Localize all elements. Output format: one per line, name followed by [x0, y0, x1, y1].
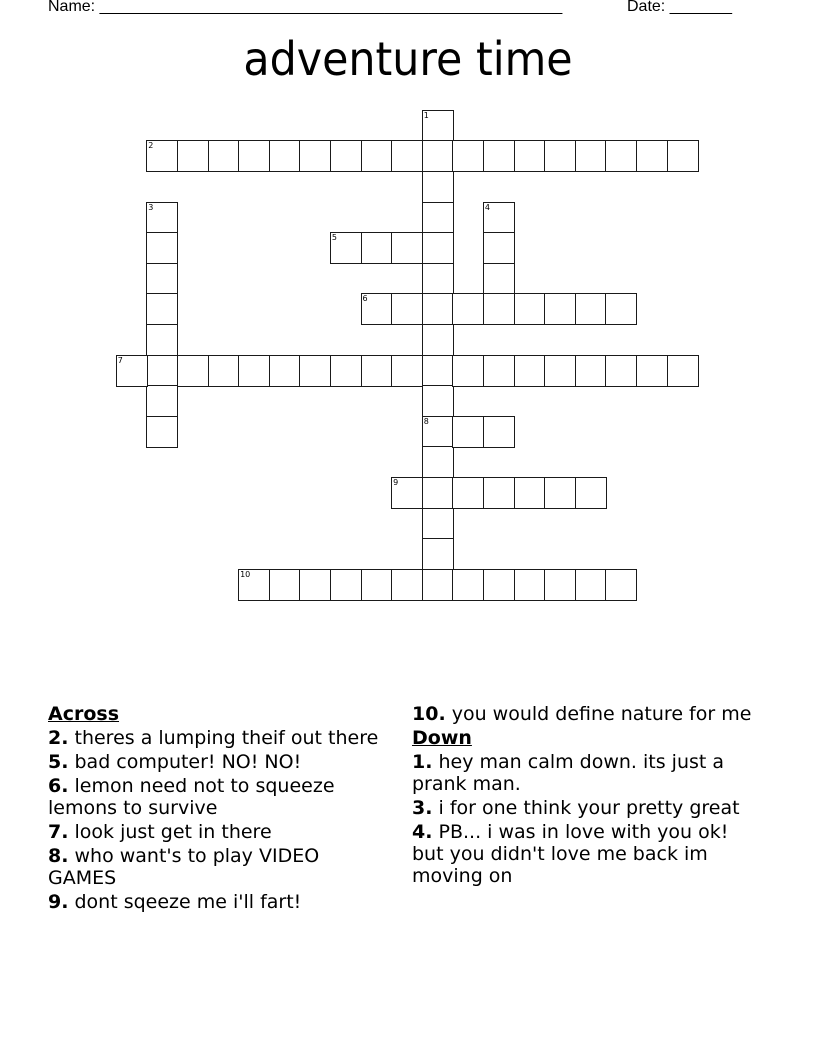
- crossword-cell[interactable]: [361, 569, 393, 601]
- crossword-cell[interactable]: [514, 140, 546, 172]
- clue-across-5: [48, 751, 383, 773]
- crossword-cell[interactable]: [514, 569, 546, 601]
- cell-letter-input[interactable]: [606, 141, 636, 171]
- clue-number: 2.: [48, 727, 69, 749]
- crossword-cell[interactable]: [483, 140, 515, 172]
- cell-number-label: 1: [423, 110, 429, 120]
- crossword-cell[interactable]: [605, 293, 637, 325]
- cell-letter-input[interactable]: [147, 325, 177, 355]
- cell-letter-input[interactable]: [545, 478, 575, 508]
- crossword-cell[interactable]: [299, 569, 331, 601]
- crossword-cell[interactable]: [422, 202, 454, 234]
- cell-letter-input[interactable]: [515, 294, 545, 324]
- crossword-cell[interactable]: [330, 140, 362, 172]
- crossword-cell[interactable]: [483, 293, 515, 325]
- cell-letter-input[interactable]: [362, 141, 392, 171]
- crossword-cell[interactable]: [483, 202, 515, 234]
- crossword-cell[interactable]: [238, 355, 270, 387]
- crossword-cell[interactable]: [636, 355, 668, 387]
- crossword-cell[interactable]: [452, 477, 484, 509]
- cell-letter-input[interactable]: [209, 141, 239, 171]
- clue-down-4: [412, 821, 757, 887]
- cell-letter-input[interactable]: [392, 356, 422, 386]
- crossword-cell[interactable]: [422, 232, 454, 264]
- cell-letter-input[interactable]: [515, 570, 545, 600]
- clue-number: 6.: [48, 775, 69, 797]
- crossword-cell[interactable]: [391, 569, 423, 601]
- cell-letter-input[interactable]: [147, 386, 177, 416]
- cell-letter-input[interactable]: [147, 141, 177, 171]
- crossword-cell[interactable]: [361, 293, 393, 325]
- cell-letter-input[interactable]: [270, 356, 300, 386]
- cell-letter-input[interactable]: [392, 294, 422, 324]
- crossword-cell[interactable]: [636, 140, 668, 172]
- cell-letter-input[interactable]: [423, 509, 453, 539]
- crossword-cell[interactable]: [422, 140, 454, 172]
- crossword-cell[interactable]: [116, 355, 148, 387]
- cell-letter-input[interactable]: [668, 356, 698, 386]
- date-field-label: Date: _______: [627, 0, 732, 15]
- cell-letter-input[interactable]: [423, 386, 453, 416]
- cell-letter-input[interactable]: [453, 570, 483, 600]
- cell-letter-input[interactable]: [423, 539, 453, 569]
- cell-letter-input[interactable]: [453, 141, 483, 171]
- clue-text: hey man calm down. its just a prank man.: [412, 751, 725, 795]
- cell-letter-input[interactable]: [239, 356, 269, 386]
- crossword-cell[interactable]: [483, 477, 515, 509]
- crossword-cell[interactable]: [452, 416, 484, 448]
- cell-letter-input[interactable]: [147, 203, 177, 233]
- cell-letter-input[interactable]: [453, 294, 483, 324]
- crossword-cell[interactable]: [422, 477, 454, 509]
- clue-text: look just get in there: [74, 821, 272, 843]
- cell-letter-input[interactable]: [545, 141, 575, 171]
- crossword-cell[interactable]: [575, 293, 607, 325]
- cell-letter-input[interactable]: [606, 570, 636, 600]
- crossword-cell[interactable]: [575, 477, 607, 509]
- cell-letter-input[interactable]: [545, 294, 575, 324]
- cell-letter-input[interactable]: [392, 478, 422, 508]
- clue-text: you would define nature for me: [451, 703, 752, 725]
- clue-down-3: [412, 797, 757, 819]
- cell-letter-input[interactable]: [423, 417, 453, 447]
- cell-letter-input[interactable]: [576, 570, 606, 600]
- crossword-cell[interactable]: [361, 355, 393, 387]
- cell-letter-input[interactable]: [545, 356, 575, 386]
- cell-letter-input[interactable]: [423, 111, 453, 141]
- clues-left-column: [48, 703, 383, 915]
- crossword-cell[interactable]: [422, 293, 454, 325]
- crossword-cell[interactable]: [146, 140, 178, 172]
- cell-letter-input[interactable]: [147, 356, 177, 386]
- crossword-cell[interactable]: [605, 569, 637, 601]
- crossword-cell[interactable]: [544, 569, 576, 601]
- cell-letter-input[interactable]: [147, 264, 177, 294]
- cell-letter-input[interactable]: [423, 141, 453, 171]
- crossword-cell[interactable]: [667, 140, 699, 172]
- crossword-cell[interactable]: [575, 569, 607, 601]
- cell-letter-input[interactable]: [606, 294, 636, 324]
- crossword-cell[interactable]: [391, 140, 423, 172]
- crossword-cell[interactable]: [177, 355, 209, 387]
- cell-number-label: 4: [484, 202, 490, 212]
- cell-letter-input[interactable]: [147, 294, 177, 324]
- crossword-cell[interactable]: [605, 355, 637, 387]
- crossword-cell[interactable]: [422, 385, 454, 417]
- cell-letter-input[interactable]: [423, 570, 453, 600]
- cell-number-label: 7: [117, 355, 123, 365]
- crossword-cell[interactable]: [452, 293, 484, 325]
- crossword-cell[interactable]: [330, 569, 362, 601]
- cell-letter-input[interactable]: [484, 141, 514, 171]
- clue-number: 3.: [412, 797, 433, 819]
- cell-letter-input[interactable]: [484, 356, 514, 386]
- crossword-cell[interactable]: [177, 140, 209, 172]
- crossword-cell[interactable]: [422, 446, 454, 478]
- cell-letter-input[interactable]: [515, 356, 545, 386]
- clue-number: 4.: [412, 821, 433, 843]
- crossword-cell[interactable]: [452, 140, 484, 172]
- cell-letter-input[interactable]: [576, 141, 606, 171]
- cell-letter-input[interactable]: [147, 417, 177, 447]
- crossword-cell[interactable]: [391, 355, 423, 387]
- cell-letter-input[interactable]: [300, 570, 330, 600]
- cell-number-label: 5: [331, 233, 337, 243]
- crossword-cell[interactable]: [452, 355, 484, 387]
- crossword-cell[interactable]: [575, 140, 607, 172]
- clue-text: theres a lumping theif out there: [74, 727, 379, 749]
- crossword-cell[interactable]: [146, 385, 178, 417]
- crossword-cell[interactable]: [146, 232, 178, 264]
- cell-letter-input[interactable]: [423, 264, 453, 294]
- cell-letter-input[interactable]: [484, 233, 514, 263]
- crossword-cell[interactable]: [146, 416, 178, 448]
- crossword-cell[interactable]: [575, 355, 607, 387]
- crossword-cell[interactable]: [483, 416, 515, 448]
- cell-letter-input[interactable]: [423, 447, 453, 477]
- crossword-cell[interactable]: [422, 416, 454, 448]
- clue-text: PB... i was in love with you ok! but you didn't love me back im moving on: [412, 821, 729, 887]
- cell-letter-input[interactable]: [423, 233, 453, 263]
- crossword-cell[interactable]: [422, 538, 454, 570]
- cell-letter-input[interactable]: [484, 417, 514, 447]
- crossword-cell[interactable]: [330, 232, 362, 264]
- cell-number-label: 10: [240, 569, 251, 579]
- crossword-cell[interactable]: [483, 569, 515, 601]
- cell-letter-input[interactable]: [331, 356, 361, 386]
- cell-letter-input[interactable]: [484, 264, 514, 294]
- crossword-cell[interactable]: [146, 324, 178, 356]
- cell-letter-input[interactable]: [270, 141, 300, 171]
- cell-letter-input[interactable]: [668, 141, 698, 171]
- crossword-cell[interactable]: [422, 569, 454, 601]
- crossword-cell[interactable]: [514, 355, 546, 387]
- crossword-cell[interactable]: [146, 293, 178, 325]
- crossword-cell[interactable]: [391, 477, 423, 509]
- cell-letter-input[interactable]: [576, 294, 606, 324]
- name-field-label: Name: ____________________________________________________: [48, 0, 563, 15]
- cell-letter-input[interactable]: [300, 356, 330, 386]
- crossword-cell[interactable]: [269, 140, 301, 172]
- clue-down-1: [412, 751, 757, 795]
- cell-letter-input[interactable]: [392, 233, 422, 263]
- cell-letter-input[interactable]: [331, 233, 361, 263]
- crossword-cell[interactable]: [146, 263, 178, 295]
- cell-letter-input[interactable]: [423, 356, 453, 386]
- clue-across-8: [48, 845, 383, 889]
- cell-letter-input[interactable]: [484, 478, 514, 508]
- crossword-cell[interactable]: [544, 140, 576, 172]
- cell-number-label: 3: [148, 202, 154, 212]
- clue-text: i for one think your pretty great: [438, 797, 740, 819]
- cell-letter-input[interactable]: [209, 356, 239, 386]
- cell-letter-input[interactable]: [484, 570, 514, 600]
- across-heading: Across: [48, 703, 120, 725]
- crossword-cell[interactable]: [299, 140, 331, 172]
- clue-text: lemon need not to squeeze lemons to survive: [48, 775, 335, 819]
- cell-letter-input[interactable]: [453, 478, 483, 508]
- clue-across-6: [48, 775, 383, 819]
- puzzle-title: adventure time: [243, 32, 573, 86]
- cell-letter-input[interactable]: [484, 294, 514, 324]
- cell-letter-input[interactable]: [423, 294, 453, 324]
- crossword-cell[interactable]: [483, 232, 515, 264]
- cell-letter-input[interactable]: [362, 356, 392, 386]
- clue-number: 5.: [48, 751, 69, 773]
- clue-number: 9.: [48, 891, 69, 913]
- crossword-cell[interactable]: [544, 293, 576, 325]
- crossword-cell[interactable]: [208, 140, 240, 172]
- clue-across-10: [412, 703, 757, 725]
- cell-letter-input[interactable]: [484, 203, 514, 233]
- cell-letter-input[interactable]: [515, 478, 545, 508]
- cell-letter-input[interactable]: [576, 478, 606, 508]
- crossword-cell[interactable]: [146, 355, 178, 387]
- cell-letter-input[interactable]: [362, 570, 392, 600]
- cell-letter-input[interactable]: [545, 570, 575, 600]
- cell-number-label: 9: [393, 477, 399, 487]
- cell-letter-input[interactable]: [423, 172, 453, 202]
- cell-letter-input[interactable]: [239, 570, 269, 600]
- cell-letter-input[interactable]: [300, 141, 330, 171]
- cell-letter-input[interactable]: [576, 356, 606, 386]
- crossword-cell[interactable]: [667, 355, 699, 387]
- crossword-cell[interactable]: [208, 355, 240, 387]
- crossword-cell[interactable]: [452, 569, 484, 601]
- crossword-cell[interactable]: [269, 355, 301, 387]
- clue-across-2: [48, 727, 383, 749]
- cell-letter-input[interactable]: [270, 570, 300, 600]
- clue-number: 8.: [48, 845, 69, 867]
- down-heading: Down: [412, 727, 472, 749]
- crossword-cell[interactable]: [330, 355, 362, 387]
- cell-letter-input[interactable]: [147, 233, 177, 263]
- crossword-cell[interactable]: [514, 477, 546, 509]
- cell-letter-input[interactable]: [392, 141, 422, 171]
- cell-letter-input[interactable]: [392, 570, 422, 600]
- cell-letter-input[interactable]: [117, 356, 147, 386]
- clue-text: bad computer! NO! NO!: [74, 751, 302, 773]
- cell-letter-input[interactable]: [362, 233, 392, 263]
- crossword-cell[interactable]: [391, 232, 423, 264]
- clue-text: who want's to play VIDEO GAMES: [48, 845, 320, 889]
- cell-letter-input[interactable]: [423, 325, 453, 355]
- crossword-cell[interactable]: [422, 508, 454, 540]
- cell-letter-input[interactable]: [178, 141, 208, 171]
- cell-letter-input[interactable]: [515, 141, 545, 171]
- clue-number: 7.: [48, 821, 69, 843]
- crossword-cell[interactable]: [483, 263, 515, 295]
- clue-across-9: [48, 891, 383, 913]
- crossword-cell[interactable]: [269, 569, 301, 601]
- cell-letter-input[interactable]: [453, 356, 483, 386]
- cell-letter-input[interactable]: [362, 294, 392, 324]
- cell-letter-input[interactable]: [423, 478, 453, 508]
- clue-text: dont sqeeze me i'll fart!: [74, 891, 302, 913]
- crossword-cell[interactable]: [544, 477, 576, 509]
- crossword-cell[interactable]: [422, 355, 454, 387]
- cell-number-label: 8: [423, 416, 429, 426]
- cell-number-label: 2: [148, 141, 154, 151]
- clue-number: 10.: [412, 703, 446, 725]
- crossword-cell[interactable]: [299, 355, 331, 387]
- crossword-cell[interactable]: [605, 140, 637, 172]
- crossword-cell[interactable]: [483, 355, 515, 387]
- cell-letter-input[interactable]: [606, 356, 636, 386]
- cell-number-label: 6: [362, 294, 368, 304]
- crossword-cell[interactable]: [422, 324, 454, 356]
- crossword-cell[interactable]: [146, 202, 178, 234]
- cell-letter-input[interactable]: [331, 141, 361, 171]
- cell-letter-input[interactable]: [331, 570, 361, 600]
- cell-letter-input[interactable]: [637, 141, 667, 171]
- cell-letter-input[interactable]: [178, 356, 208, 386]
- cell-letter-input[interactable]: [637, 356, 667, 386]
- crossword-cell[interactable]: [422, 263, 454, 295]
- crossword-cell[interactable]: [422, 110, 454, 142]
- crossword-cell[interactable]: [544, 355, 576, 387]
- cell-letter-input[interactable]: [423, 203, 453, 233]
- crossword-cell[interactable]: [391, 293, 423, 325]
- crossword-cell[interactable]: [238, 140, 270, 172]
- clue-across-7: [48, 821, 383, 843]
- crossword-cell[interactable]: [422, 171, 454, 203]
- crossword-cell[interactable]: [361, 232, 393, 264]
- crossword-cell[interactable]: [238, 569, 270, 601]
- cell-letter-input[interactable]: [453, 417, 483, 447]
- clue-number: 1.: [412, 751, 433, 773]
- clues-right-column: [412, 703, 757, 889]
- crossword-cell[interactable]: [361, 140, 393, 172]
- cell-letter-input[interactable]: [239, 141, 269, 171]
- crossword-cell[interactable]: [514, 293, 546, 325]
